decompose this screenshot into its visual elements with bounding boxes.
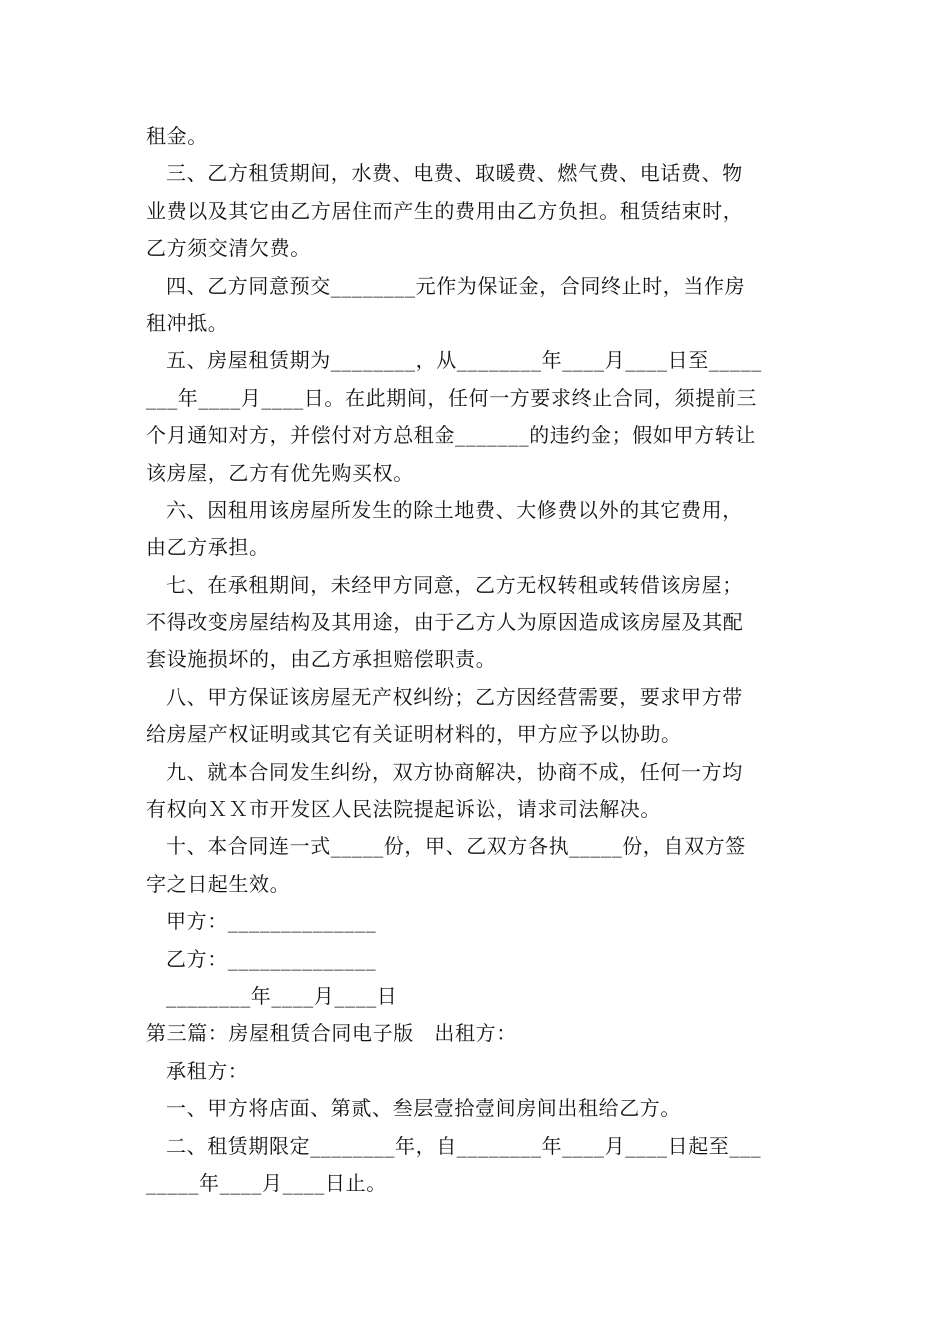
section-heading: 第三篇：房屋租赁合同电子版 出租方： [146, 1021, 517, 1046]
clause-6-line: 由乙方承担。 [146, 535, 270, 560]
clause-5-line: 个月通知对方，并偿付对方总租金_______的违约金；假如甲方转让 [146, 423, 756, 448]
clause-5-line: 该房屋，乙方有优先购买权。 [146, 460, 414, 485]
lessee-line: 承租方： [166, 1058, 249, 1083]
clause-10-line: 字之日起生效。 [146, 871, 291, 896]
clause-5-line: 五、房屋租赁期为________，从________年____月____日至_____ [166, 348, 762, 373]
clause-9-line: 九、就本合同发生纠纷，双方协商解决，协商不成，任何一方均 [166, 759, 743, 784]
clause-3-line: 业费以及其它由乙方居住而产生的费用由乙方负担。租赁结束时， [146, 198, 744, 223]
clause-8-line: 八、甲方保证该房屋无产权纠纷；乙方因经营需要，要求甲方带 [166, 684, 743, 709]
clause-6-line: 六、因租用该房屋所发生的除土地费、大修费以外的其它费用， [166, 497, 743, 522]
section3-clause-2-line: _____年____月____日止。 [146, 1170, 387, 1195]
clause-3-line: 乙方须交清欠费。 [146, 236, 311, 261]
section3-clause-2-line: 二、租赁期限定________年，自________年____月____日起至___ [166, 1133, 762, 1158]
clause-9-line: 有权向ＸＸ市开发区人民法院提起诉讼，请求司法解决。 [146, 797, 661, 822]
clause-4-line: 租冲抵。 [146, 310, 229, 335]
clause-7-line: 七、在承租期间，未经甲方同意，乙方无权转租或转借该房屋； [166, 572, 743, 597]
clause-10-line: 十、本合同连一式_____份，甲、乙双方各执_____份，自双方签 [166, 834, 746, 859]
clause-8-line: 给房屋产权证明或其它有关证明材料的，甲方应予以协助。 [146, 722, 682, 747]
contract-text [146, 118, 806, 1202]
clause-4-line: 四、乙方同意预交________元作为保证金，合同终止时，当作房 [166, 273, 746, 298]
section3-clause-1-line: 一、甲方将店面、第贰、叁层壹拾壹间房间出租给乙方。 [166, 1096, 681, 1121]
party-b-signature-line: 乙方：______________ [166, 946, 377, 971]
signature-date-line: ________年____月____日 [166, 983, 398, 1008]
text-line: 租金。 [146, 124, 208, 148]
clause-7-line: 套设施损坏的，由乙方承担赔偿职责。 [146, 647, 497, 672]
clause-7-line: 不得改变房屋结构及其用途，由于乙方人为原因造成该房屋及其配 [146, 610, 744, 635]
party-a-signature-line: 甲方：______________ [166, 909, 377, 934]
clause-5-line: ___年____月____日。在此期间，任何一方要求终止合同，须提前三 [146, 385, 757, 410]
clause-3-line: 三、乙方租赁期间，水费、电费、取暖费、燃气费、电话费、物 [166, 161, 743, 186]
